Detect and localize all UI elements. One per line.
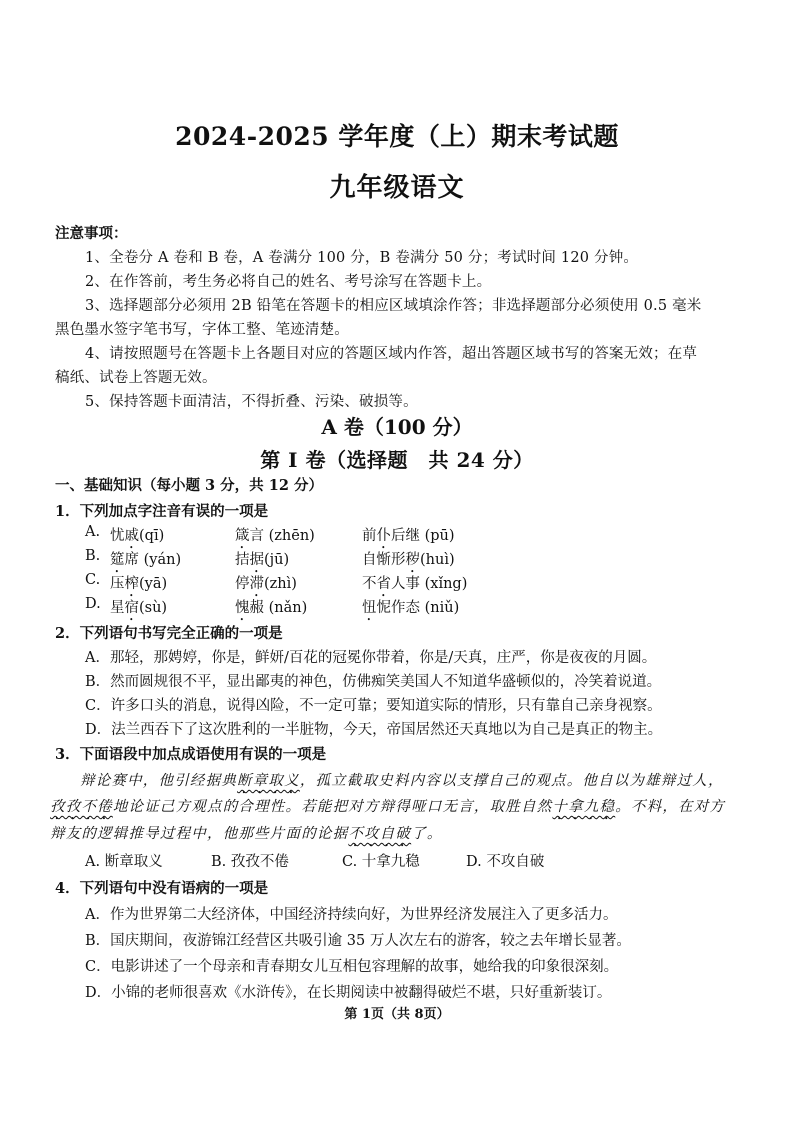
- exam-subtitle: 九年级语文: [329, 173, 465, 203]
- section-a-heading: A 卷（100 分）: [321, 415, 473, 439]
- q4-option: D．小锦的老师很喜欢《水浒传》，在长期阅读中被翻得破烂不堪，只好重新装订。: [85, 985, 612, 1001]
- notice-item: 3、选择题部分必须用 2B 铅笔在答题卡的相应区域填涂作答；非选择题部分必须使用 0.5 毫米: [85, 298, 702, 314]
- q4-option: C．电影讲述了一个母亲和青春期女儿互相包容理解的故事，她给我的印象很深刻。: [85, 959, 619, 975]
- idiom-3: 十拿九稳: [552, 799, 616, 815]
- q1-option-word: 忧戚(qī): [110, 528, 165, 544]
- q3-option: B. 孜孜不倦: [211, 854, 289, 870]
- exam-title: 2024-2025 学年度（上）期末考试题: [175, 122, 619, 151]
- q1-option-letter: D.: [85, 596, 101, 612]
- q1-option-word: 停滞(zhì): [235, 576, 297, 592]
- part-heading: 一、基础知识（每小题 3 分，共 12 分）: [55, 477, 323, 494]
- question-2-stem: 2．下列语句书写完全正确的一项是: [55, 625, 283, 642]
- question-4-stem: 4．下列语句中没有语病的一项是: [55, 880, 269, 897]
- idiom-4: 不攻自破: [348, 826, 412, 842]
- q1-option-word: 筵席 (yán): [110, 552, 182, 568]
- q3-option: A. 断章取义: [85, 854, 163, 870]
- q1-option-word: 忸怩作态 (niǔ): [362, 600, 460, 616]
- page-number: 第 1页（共 8页）: [344, 1007, 450, 1022]
- q1-option-word: 箴言 (zhēn): [235, 528, 315, 544]
- q1-option-word: 星宿(sù): [110, 600, 168, 616]
- q4-option: B．国庆期间，夜游锦江经营区共吸引逾 35 万人次左右的游客，较之去年增长显著。: [85, 933, 631, 949]
- notice-item: 4、请按照题号在答题卡上各题目对应的答题区域内作答，超出答题区域书写的答案无效；在草: [85, 346, 698, 362]
- q1-option-word: 自惭形秽(huì): [362, 552, 455, 568]
- q3-option: D. 不攻自破: [466, 854, 545, 870]
- q4-option: A．作为世界第二大经济体，中国经济持续向好，为世界经济发展注入了更多活力。: [85, 907, 618, 923]
- question-1-stem: 1．下列加点字注音有误的一项是: [55, 503, 269, 520]
- notice-heading: 注意事项：: [55, 225, 128, 242]
- notice-item: 稿纸、试卷上答题无效。: [55, 370, 217, 386]
- q1-option-letter: A.: [85, 524, 101, 540]
- q1-option-word: 压榨(yā): [110, 576, 168, 592]
- notice-item: 1、全卷分 A 卷和 B 卷，A 卷满分 100 分，B 卷满分 50 分；考试时间 120 分钟。: [85, 250, 639, 266]
- idiom-1: 断章取义: [237, 773, 300, 789]
- q1-option-letter: B.: [85, 548, 101, 564]
- q2-option: B．然而圆规很不平，显出鄙夷的神色，仿佛痴笑美国人不知道华盛顿似的，冷笑着说道。: [85, 674, 662, 690]
- q2-option: C．许多口头的消息，说得凶险，不一定可靠；要知道实际的情形，只有靠自己亲身视察。: [85, 698, 662, 714]
- notice-item: 黑色墨水签字笔书写，字体工整、笔迹清楚。: [55, 322, 349, 338]
- q1-option-word: 拮据(jū): [235, 552, 290, 568]
- q2-option: A．那轻，那娉婷，你是，鲜妍/百花的冠冕你带着，你是/天真，庄严，你是夜夜的月圆。: [85, 650, 657, 666]
- q1-option-word: 不省人事 (xǐng): [362, 576, 468, 592]
- question-3-stem: 3．下面语段中加点成语使用有误的一项是: [55, 746, 327, 763]
- notice-item: 2、在作答前，考生务必将自己的姓名、考号涂写在答题卡上。: [85, 274, 492, 290]
- idiom-2: 孜孜不倦: [50, 799, 113, 815]
- q3-paragraph-line: 辩论赛中，他引经据典断章取义，孤立截取史料内容以支撑自己的观点。他自以为雄辩过人，: [80, 773, 724, 789]
- notice-item: 5、保持答题卡面清洁，不得折叠、污染、破损等。: [85, 394, 418, 410]
- q1-option-letter: C.: [85, 572, 101, 588]
- q1-option-word: 愧赧 (nǎn): [235, 600, 308, 616]
- q3-paragraph-line: 辩友的逻辑推导过程中，他那些片面的论据不攻自破了。: [50, 826, 443, 842]
- section-b-heading: 第 I 卷（选择题 共 24 分）: [260, 448, 534, 472]
- q3-paragraph-line: 孜孜不倦地论证己方观点的合理性。若能把对方辩得哑口无言，取胜自然十拿九稳。不料，在对方: [50, 799, 726, 815]
- q1-option-word: 前仆后继 (pū): [362, 528, 455, 544]
- q3-option: C. 十拿九稳: [342, 854, 420, 870]
- q2-option: D．法兰西吞下了这次胜利的一半脏物，今天，帝国居然还天真地以为自己是真正的物主。: [85, 722, 663, 738]
